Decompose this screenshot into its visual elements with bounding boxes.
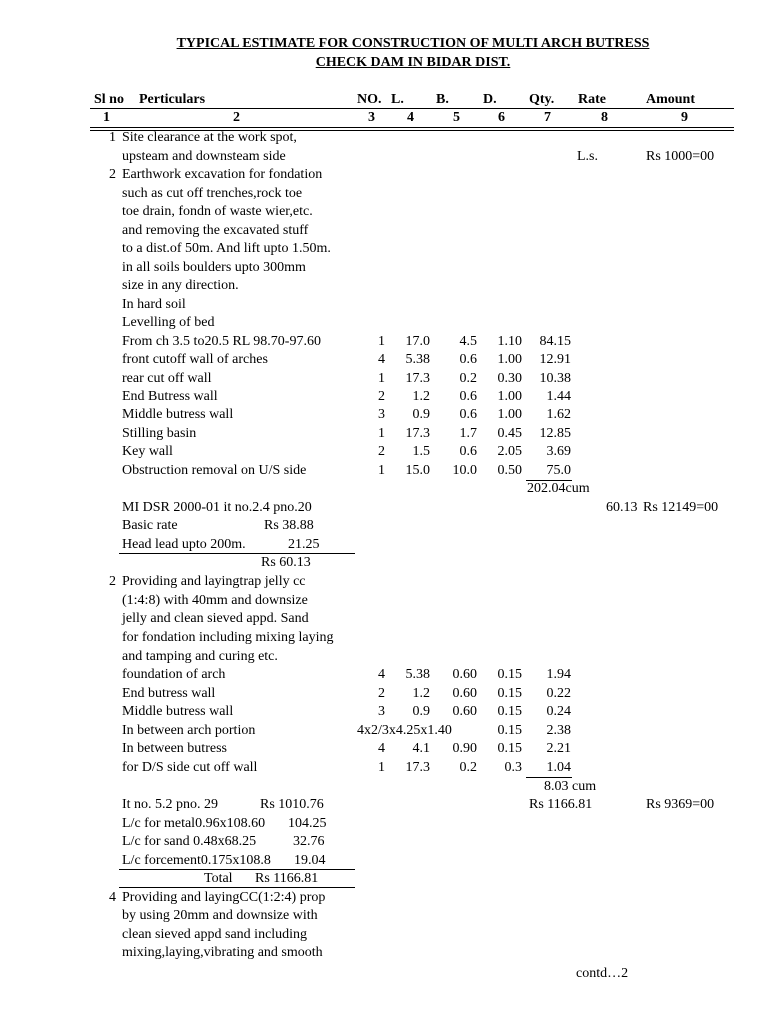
row-qty: 75.0 xyxy=(546,463,571,478)
row-l: 15.0 xyxy=(405,463,430,478)
it-label: It no. 5.2 pno. 29 xyxy=(122,797,219,812)
rate-calc-rule xyxy=(119,869,355,870)
row-qty: 12.91 xyxy=(539,352,571,367)
item-4-slno: 4 xyxy=(109,890,116,905)
lc-metal-value: 104.25 xyxy=(288,816,327,831)
row-b: 0.60 xyxy=(452,704,477,719)
lead-value: 21.25 xyxy=(288,537,320,552)
row-b: 0.6 xyxy=(459,407,477,422)
rate-calc-total-value: Rs 1166.81 xyxy=(255,871,319,886)
basic-rate-value: Rs 38.88 xyxy=(264,518,314,533)
header-rate: Rate xyxy=(578,92,606,107)
col-num-6: 6 xyxy=(498,110,505,125)
row-l: 17.3 xyxy=(405,371,430,386)
item-2-dsr: MI DSR 2000-01 it no.2.4 pno.20 xyxy=(122,500,312,515)
rate-calc-total: Rs 60.13 xyxy=(261,555,311,570)
row-l: 5.38 xyxy=(405,667,430,682)
header-particulars: Perticulars xyxy=(139,92,206,107)
col-num-1: 1 xyxy=(103,110,110,125)
row-b: 0.2 xyxy=(459,371,477,386)
row-qty: 2.38 xyxy=(546,723,571,738)
lc-metal-label: L/c for metal0.96x108.60 xyxy=(122,816,266,831)
row-b: 0.2 xyxy=(459,760,477,775)
row-no: 1 xyxy=(378,760,385,775)
item-2-line: Earthwork excavation for fondation xyxy=(122,167,323,182)
row-d: 0.15 xyxy=(497,686,522,701)
row-l: 17.3 xyxy=(405,760,430,775)
item-3-line: (1:4:8) with 40mm and downsize xyxy=(122,593,308,608)
page-subtitle: CHECK DAM IN BIDAR DIST. xyxy=(315,55,511,70)
item-3-amount: Rs 9369=00 xyxy=(646,797,715,812)
row-desc: In between butress xyxy=(122,741,227,756)
row-l: 1.2 xyxy=(412,686,430,701)
row-qty: 0.24 xyxy=(546,704,571,719)
item-4-line: clean sieved appd sand including xyxy=(122,927,308,942)
rate-calc-rule-bottom xyxy=(119,887,355,888)
col-num-9: 9 xyxy=(681,110,688,125)
item-1-slno: 1 xyxy=(109,130,116,145)
item-2-line: toe drain, fondn of waste wier,etc. xyxy=(122,204,313,219)
row-l: 4.1 xyxy=(412,741,430,756)
item-2-amount: Rs 12149=00 xyxy=(643,500,719,515)
header-no: NO. xyxy=(357,92,382,107)
row-d: 2.05 xyxy=(497,444,522,459)
row-desc: Key wall xyxy=(122,444,173,459)
col-num-7: 7 xyxy=(544,110,551,125)
row-l: 5.38 xyxy=(405,352,430,367)
item-2-total-qty: 202.04cum xyxy=(527,481,590,496)
item-3-slno: 2 xyxy=(109,574,116,589)
item-4-line: Providing and layingCC(1:2:4) prop xyxy=(122,890,326,905)
continued-note: contd…2 xyxy=(576,966,629,981)
row-no: 1 xyxy=(378,426,385,441)
row-qty: 1.44 xyxy=(546,389,571,404)
header-slno: Sl no xyxy=(94,92,124,107)
it-value: Rs 1010.76 xyxy=(260,797,324,812)
item-2-line: Levelling of bed xyxy=(122,315,215,330)
item-2-slno: 2 xyxy=(109,167,116,182)
item-3-rate: Rs 1166.81 xyxy=(529,797,593,812)
row-no: 4 xyxy=(378,352,385,367)
row-b: 0.6 xyxy=(459,389,477,404)
row-no: 4 xyxy=(378,741,385,756)
row-d: 1.00 xyxy=(497,389,522,404)
row-d: 1.00 xyxy=(497,352,522,367)
row-no: 3 xyxy=(378,704,385,719)
row-desc: front cutoff wall of arches xyxy=(122,352,268,367)
item-1-rate: L.s. xyxy=(577,149,598,164)
row-l: 0.9 xyxy=(412,407,430,422)
row-desc: In between arch portion xyxy=(122,723,256,738)
row-qty: 84.15 xyxy=(539,334,571,349)
item-2-line: In hard soil xyxy=(122,297,186,312)
row-desc: foundation of arch xyxy=(122,667,226,682)
col-num-4: 4 xyxy=(407,110,414,125)
lc-force-value: 19.04 xyxy=(294,853,326,868)
row-d: 0.15 xyxy=(497,723,522,738)
item-4-line: by using 20mm and downsize with xyxy=(122,908,318,923)
lead-label: Head lead upto 200m. xyxy=(122,537,246,552)
row-l: 1.2 xyxy=(412,389,430,404)
row-desc: Obstruction removal on U/S side xyxy=(122,463,307,478)
row-no: 2 xyxy=(378,389,385,404)
row-d: 0.15 xyxy=(497,741,522,756)
row-l: 1.5 xyxy=(412,444,430,459)
row-d: 1.00 xyxy=(497,407,522,422)
item-3-total-qty: 8.03 cum xyxy=(544,779,597,794)
row-b: 1.7 xyxy=(459,426,477,441)
header-qty: Qty. xyxy=(529,92,555,107)
lc-sand-label: L/c for sand 0.48x68.25 xyxy=(122,834,257,849)
row-d: 0.50 xyxy=(497,463,522,478)
row-d: 0.15 xyxy=(497,667,522,682)
col-num-3: 3 xyxy=(368,110,375,125)
row-b: 0.60 xyxy=(452,686,477,701)
header-amount: Amount xyxy=(646,92,696,107)
row-qty: 1.94 xyxy=(546,667,571,682)
row-d: 0.30 xyxy=(497,371,522,386)
header-top-rule xyxy=(90,108,734,109)
item-2-line: in all soils boulders upto 300mm xyxy=(122,260,306,275)
row-no: 4x2/3x4.25x1.40 xyxy=(357,723,452,738)
row-b: 0.6 xyxy=(459,444,477,459)
row-no: 3 xyxy=(378,407,385,422)
row-b: 0.60 xyxy=(452,667,477,682)
basic-rate-label: Basic rate xyxy=(122,518,178,533)
item-2-line: such as cut off trenches,rock toe xyxy=(122,186,303,201)
row-l: 0.9 xyxy=(412,704,430,719)
row-no: 1 xyxy=(378,371,385,386)
rate-calc-total-label: Total xyxy=(204,871,233,886)
qty-total-rule xyxy=(526,777,572,778)
row-b: 4.5 xyxy=(459,334,477,349)
row-desc: End Butress wall xyxy=(122,389,218,404)
item-1-line: Site clearance at the work spot, xyxy=(122,130,297,145)
row-desc: Stilling basin xyxy=(122,426,197,441)
row-no: 2 xyxy=(378,444,385,459)
item-2-line: size in any direction. xyxy=(122,278,239,293)
page-title: TYPICAL ESTIMATE FOR CONSTRUCTION OF MULTI ARCH BUTRESS xyxy=(176,36,650,51)
row-qty: 3.69 xyxy=(546,444,571,459)
row-desc: for D/S side cut off wall xyxy=(122,760,258,775)
row-desc: Middle butress wall xyxy=(122,407,234,422)
row-desc: Middle butress wall xyxy=(122,704,234,719)
row-no: 2 xyxy=(378,686,385,701)
row-qty: 2.21 xyxy=(546,741,571,756)
row-no: 1 xyxy=(378,463,385,478)
item-2-line: to a dist.of 50m. And lift upto 1.50m. xyxy=(122,241,331,256)
item-1-line: upsteam and downsteam side xyxy=(122,149,286,164)
header-b: B. xyxy=(436,92,449,107)
row-d: 0.15 xyxy=(497,704,522,719)
item-3-line: Providing and layingtrap jelly cc xyxy=(122,574,306,589)
row-qty: 1.62 xyxy=(546,407,571,422)
row-qty: 12.85 xyxy=(539,426,571,441)
col-num-2: 2 xyxy=(233,110,240,125)
item-2-line: and removing the excavated stuff xyxy=(122,223,309,238)
row-l: 17.3 xyxy=(405,426,430,441)
lc-force-label: L/c forcement0.175x108.8 xyxy=(122,853,271,868)
row-desc: rear cut off wall xyxy=(122,371,212,386)
col-num-5: 5 xyxy=(453,110,460,125)
header-bottom-rule-1 xyxy=(90,127,734,128)
item-3-line: for fondation including mixing laying xyxy=(122,630,334,645)
rate-calc-rule xyxy=(119,553,355,554)
item-1-amount: Rs 1000=00 xyxy=(646,149,715,164)
header-d: D. xyxy=(483,92,497,107)
item-4-line: mixing,laying,vibrating and smooth xyxy=(122,945,323,960)
item-2-rate: 60.13 xyxy=(606,500,638,515)
col-num-8: 8 xyxy=(601,110,608,125)
row-d: 0.3 xyxy=(504,760,522,775)
row-l: 17.0 xyxy=(405,334,430,349)
row-no: 1 xyxy=(378,334,385,349)
header-l: L. xyxy=(391,92,404,107)
row-d: 0.45 xyxy=(497,426,522,441)
row-no: 4 xyxy=(378,667,385,682)
row-desc: End butress wall xyxy=(122,686,216,701)
row-b: 0.90 xyxy=(452,741,477,756)
row-qty: 1.04 xyxy=(546,760,571,775)
row-b: 10.0 xyxy=(452,463,477,478)
row-d: 1.10 xyxy=(497,334,522,349)
lc-sand-value: 32.76 xyxy=(293,834,325,849)
item-3-line: jelly and clean sieved appd. Sand xyxy=(122,611,309,626)
row-qty: 10.38 xyxy=(539,371,571,386)
row-desc: From ch 3.5 to20.5 RL 98.70-97.60 xyxy=(122,334,321,349)
row-qty: 0.22 xyxy=(546,686,571,701)
row-b: 0.6 xyxy=(459,352,477,367)
item-3-line: and tamping and curing etc. xyxy=(122,649,278,664)
